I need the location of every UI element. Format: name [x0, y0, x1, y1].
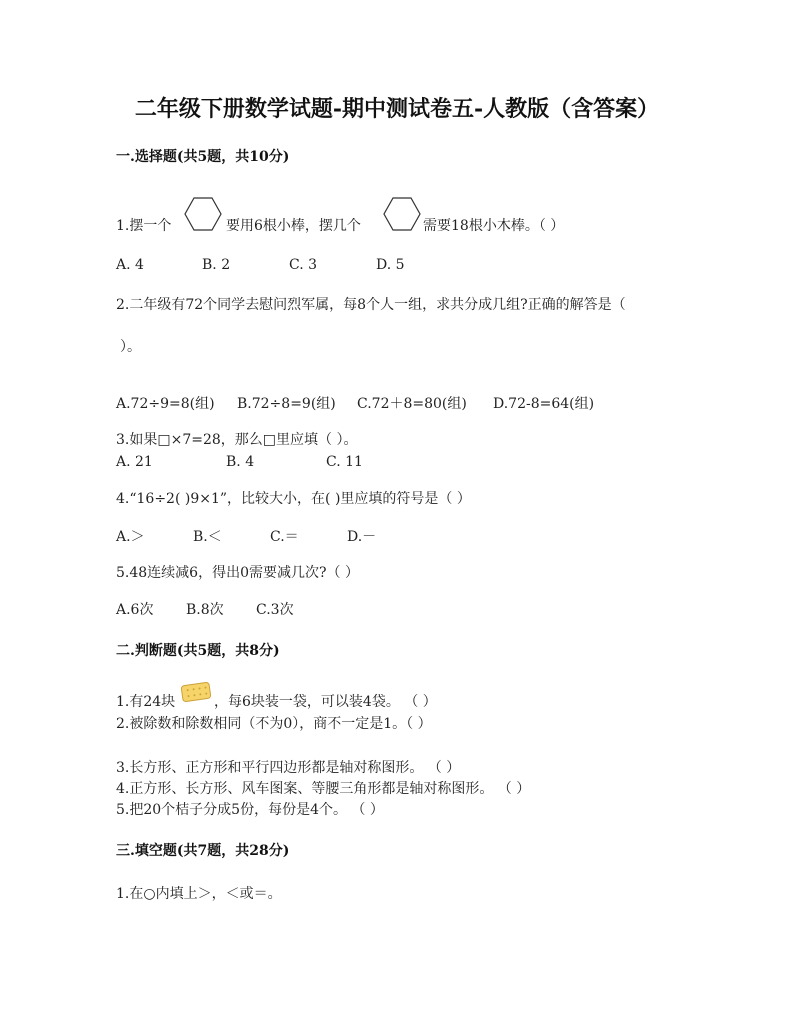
q4-option-d: D.－: [347, 529, 377, 545]
q2-option-b: B.72÷8=9(组): [237, 396, 336, 412]
q5-option-b: B.8次: [186, 602, 224, 618]
question-2-line2: ）。: [120, 339, 141, 355]
hexagon-icon: [382, 196, 422, 232]
judgment-2-text: 2.被除数和除数相同（不为0），商不一定是1。（ ）: [116, 716, 432, 732]
judgment-4-text: 4.正方形、长方形、风车图案、等腰三角形都是轴对称图形。 （ ）: [116, 781, 531, 797]
judgment-1-text-a: 1.有24块: [116, 694, 176, 710]
question-5-text: 5.48连续减6，得出0需要减几次?（ ）: [116, 565, 359, 581]
q1-option-d: D. 5: [376, 257, 405, 273]
q3-option-b: B. 4: [226, 454, 255, 470]
q2-option-d: D.72-8=64(组): [493, 396, 595, 412]
q5-option-a: A.6次: [116, 602, 154, 618]
biscuit-icon: [179, 680, 213, 704]
section-heading-choice: 一.选择题(共5题，共10分): [116, 149, 290, 165]
question-2-line1: 2.二年级有72个同学去慰问烈军属，每8个人一组，求共分成几组?正确的解答是（: [116, 297, 626, 313]
q3-option-a: A. 21: [116, 454, 153, 470]
question-3-text: 3.如果□×7=28，那么□里应填（ ）。: [116, 432, 358, 448]
q5-option-c: C.3次: [256, 602, 294, 618]
section-heading-judgment: 二.判断题(共5题，共8分): [116, 643, 280, 659]
hexagon-icon: [183, 196, 223, 232]
judgment-1-text-b: ，每6块装一袋，可以装4袋。 （ ）: [214, 694, 437, 710]
question-1-text-a: 1.摆一个: [116, 218, 172, 234]
q1-option-b: B. 2: [202, 257, 231, 273]
q3-option-c: C. 11: [326, 454, 363, 470]
q4-option-b: B.＜: [193, 529, 222, 545]
q4-option-c: C.＝: [270, 529, 299, 545]
q4-option-a: A.＞: [116, 529, 145, 545]
question-4-text: 4.“16÷2( )9×1”，比较大小，在( )里应填的符号是（ ）: [116, 491, 471, 507]
page-title: 二年级下册数学试题-期中测试卷五-人教版（含答案）: [134, 96, 660, 122]
q1-option-c: C. 3: [289, 257, 318, 273]
question-1-text-c: 需要18根小木棒。（ ）: [423, 218, 565, 234]
judgment-3-text: 3.长方形、正方形和平行四边形都是轴对称图形。 （ ）: [116, 760, 461, 776]
fill-1-text: 1.在○内填上＞，＜或＝。: [116, 886, 282, 902]
judgment-5-text: 5.把20个桔子分成5份，每份是4个。 （ ）: [116, 802, 384, 818]
q2-option-c: C.72＋8=80(组): [357, 396, 467, 412]
question-1-text-b: 要用6根小棒，摆几个: [226, 218, 361, 234]
q1-option-a: A. 4: [116, 257, 144, 273]
section-heading-fill: 三.填空题(共7题，共28分): [116, 843, 290, 859]
q2-option-a: A.72÷9=8(组): [116, 396, 215, 412]
